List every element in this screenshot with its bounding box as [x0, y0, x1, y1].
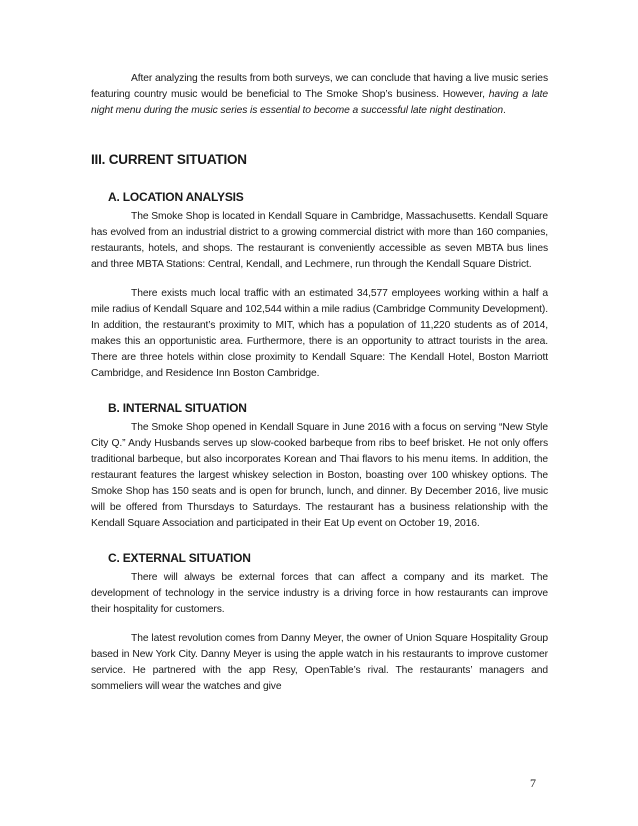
location-paragraph-2: There exists much local traffic with an estimated 34,577 employees working within a half a mile radius of Kendall Square and 102,544 within a mile radius (Cambridge Community Development). In addition, the restaurant’s proximity to MIT, which has a population of 11,220 students as of 2014, makes this an opportunistic area. Furthermore, there is an opportunity to attract tourists in the area. There are three hotels within close proximity to Kendall Square: The Kendall Hotel, Boston Marriott Cambridge, and Residence Inn Boston Cambridge.: [91, 288, 548, 379]
external-heading: C. EXTERNAL SITUATION: [108, 551, 251, 565]
intro-text: After analyzing the results from both surveys, we can conclude that having a live music series featuring country music would be beneficial to The Smoke Shop’s business. However,: [91, 73, 548, 100]
location-heading: A. LOCATION ANALYSIS: [108, 190, 244, 204]
section-title: III. CURRENT SITUATION: [91, 152, 247, 167]
location-paragraph-1: The Smoke Shop is located in Kendall Square in Cambridge, Massachusetts. Kendall Square has evolved from an industrial district to a growing commercial district with more than 160 companies, restaurants, hotels, and shops. The restaurant is conveniently accessible as seven MBTA bus lines and three MBTA Stations: Central, Kendall, and Lechmere, run through the Kendall Square District.: [91, 211, 548, 270]
intro-emphasis: having a late night menu during the music series is essential to become a successful late night destination: [91, 89, 549, 116]
external-paragraph-2: The latest revolution comes from Danny Meyer, the owner of Union Square Hospitality Group based in New York City. Danny Meyer is using the apple watch in his restaurants to improve customer service. He partnered with the app Resy, OpenTable’s rival. The restaurants’ managers and sommeliers will wear the watches and give: [91, 633, 548, 692]
internal-paragraph-1: The Smoke Shop opened in Kendall Square in June 2016 with a focus on serving “New Style City Q.” Andy Husbands serves up slow-cooked barbeque from ribs to beef brisket. He not only offers traditional barbeque, but also incorporates Korean and Thai flavors to his menu items. In addition, the restaurant features the largest whiskey selection in Boston, boasting over 100 whiskey options. The Smoke Shop has 150 seats and is open for brunch, lunch, and dinner. By December 2016, live music will be offered from Thursdays to Saturdays. The restaurant has a business relationship with the Kendall Square Association and participated in their Eat Up event on October 19, 2016.: [91, 422, 548, 529]
external-paragraph-1: There will always be external forces that can affect a company and its market. The development of technology in the service industry is a driving force in how restaurants can improve their hospitality for customers.: [91, 572, 548, 615]
page-number: 7: [530, 776, 536, 790]
intro-end: .: [502, 105, 506, 116]
intro-paragraph: [91, 71, 548, 119]
internal-heading: B. INTERNAL SITUATION: [108, 401, 247, 415]
page-content: [91, 71, 548, 695]
